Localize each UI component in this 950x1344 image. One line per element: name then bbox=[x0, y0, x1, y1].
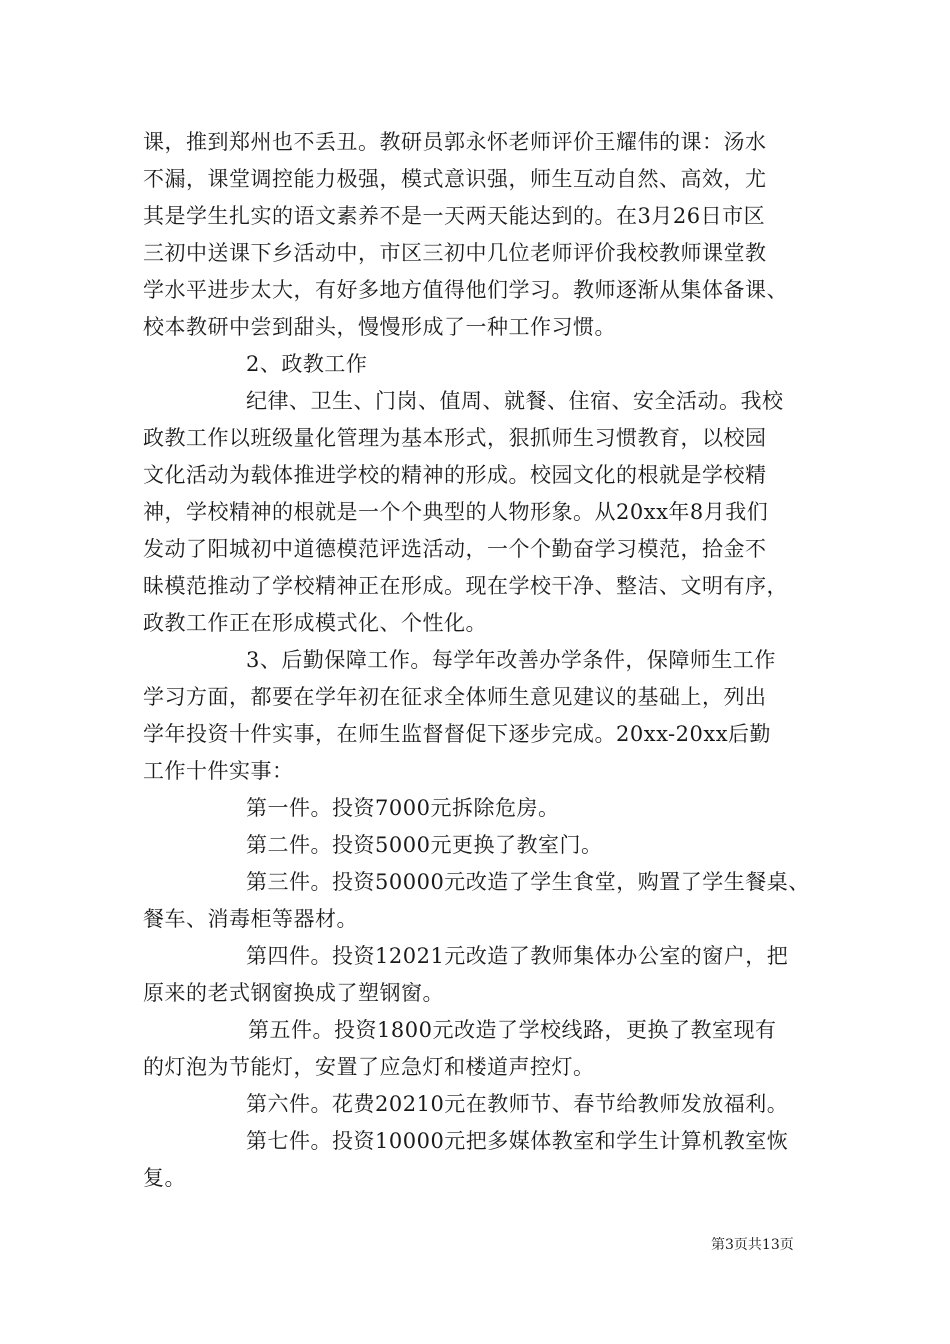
list-item-continuation: 复。 bbox=[143, 1166, 186, 1190]
paragraph-line: 工作十件实事： bbox=[143, 759, 294, 783]
list-item: 第一件。投资7000元拆除危房。 bbox=[246, 796, 560, 820]
paragraph-line: 政教工作正在形成模式化、个性化。 bbox=[143, 611, 487, 635]
paragraph-line: 不漏，课堂调控能力极强，模式意识强，师生互动自然、高效，尤 bbox=[143, 167, 767, 191]
list-item: 第六件。花费20210元在教师节、春节给教师发放福利。 bbox=[246, 1092, 789, 1116]
paragraph-line: 三初中送课下乡活动中，市区三初中几位老师评价我校教师课堂教 bbox=[143, 241, 767, 265]
paragraph-line: 神，学校精神的根就是一个个典型的人物形象。从20xx年8月我们 bbox=[143, 500, 769, 524]
paragraph-line: 纪律、卫生、门岗、值周、就餐、住宿、安全活动。我校 bbox=[246, 389, 784, 413]
paragraph-line: 课，推到郑州也不丢丑。教研员郭永怀老师评价王耀伟的课：汤水 bbox=[143, 130, 767, 154]
page-number: 第3页共13页 bbox=[711, 1237, 794, 1253]
list-item: 第三件。投资50000元改造了学生食堂，购置了学生餐桌、 bbox=[246, 870, 810, 894]
paragraph-line: 昧模范推动了学校精神正在形成。现在学校干净、整洁、文明有序， bbox=[143, 574, 788, 598]
paragraph-line: 发动了阳城初中道德模范评选活动，一个个勤奋学习模范，拾金不 bbox=[143, 537, 767, 561]
list-item-continuation: 的灯泡为节能灯，安置了应急灯和楼道声控灯。 bbox=[143, 1055, 595, 1079]
paragraph-line: 其是学生扎实的语文素养不是一天两天能达到的。在3月26日市区 bbox=[143, 204, 766, 228]
list-item-continuation: 原来的老式钢窗换成了塑钢窗。 bbox=[143, 981, 444, 1005]
list-item: 第二件。投资5000元更换了教室门。 bbox=[246, 833, 603, 857]
paragraph-line: 学水平进步太大，有好多地方值得他们学习。教师逐渐从集体备课、 bbox=[143, 278, 788, 302]
paragraph-line: 校本教研中尝到甜头，慢慢形成了一种工作习惯。 bbox=[143, 315, 616, 339]
paragraph-line: 学年投资十件实事，在师生监督督促下逐步完成。20xx-20xx后勤 bbox=[143, 722, 772, 746]
paragraph-line: 政教工作以班级量化管理为基本形式，狠抓师生习惯教育，以校园 bbox=[143, 426, 767, 450]
paragraph-line: 学习方面，都要在学年初在征求全体师生意见建议的基础上，列出 bbox=[143, 685, 767, 709]
section-heading: 2、政教工作 bbox=[246, 352, 368, 376]
paragraph-line: 3、后勤保障工作。每学年改善办学条件，保障师生工作 bbox=[246, 648, 776, 672]
paragraph-line: 文化活动为载体推进学校的精神的形成。校园文化的根就是学校精 bbox=[143, 463, 767, 487]
list-item-continuation: 餐车、消毒柜等器材。 bbox=[143, 907, 358, 931]
list-item: 第四件。投资12021元改造了教师集体办公室的窗户，把 bbox=[246, 944, 789, 968]
list-item: 第七件。投资10000元把多媒体教室和学生计算机教室恢 bbox=[246, 1129, 789, 1153]
list-item: 第五件。投资1800元改造了学校线路，更换了教室现有 bbox=[248, 1018, 777, 1042]
